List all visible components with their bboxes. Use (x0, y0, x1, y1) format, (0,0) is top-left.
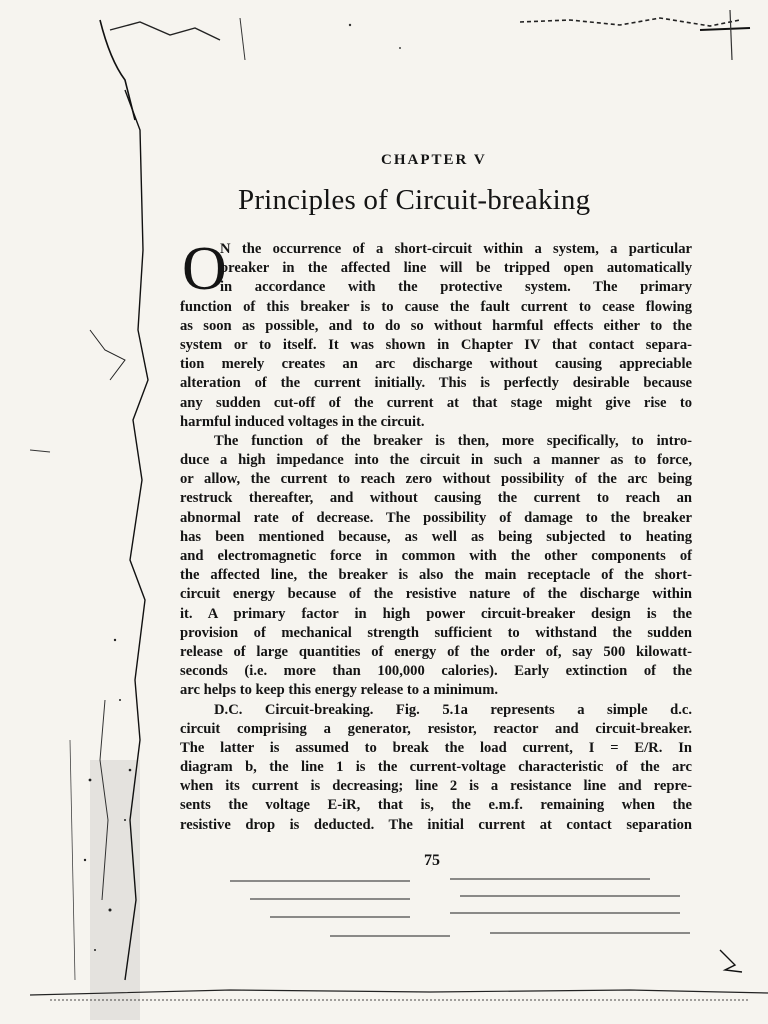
text-line: arc helps to keep this energy release to a minimum. (180, 682, 499, 699)
text-line: The latter is assumed to break the load current, I = E/R. In (180, 739, 692, 756)
scan-noise-spine (30, 0, 160, 1024)
text-line: and electromagnetic force in common with the other components of (180, 548, 692, 564)
text-line: diagram b, the line 1 is the current-voltage characteristic of the arc (180, 759, 692, 776)
text-line: as soon as possible, and to do so without harmful effects either to the (180, 317, 692, 334)
text-line: circuit energy because of the resistive nature of the discharge within (180, 586, 692, 603)
text-line: harmful induced voltages in the circuit. (180, 413, 425, 430)
chapter-label: CHAPTER V (381, 152, 487, 168)
text-line: in accordance with the protective system. The primary (220, 279, 692, 296)
text-line: D.C. Circuit-breaking. Fig. 5.1a represents a simple d.c. (214, 701, 692, 718)
text-line: or allow, the current to reach zero without possibility of the arc being (180, 471, 692, 488)
text-line: sents the voltage E-iR, that is, the e.m.f. remaining when the (180, 797, 692, 814)
scan-noise-top (100, 0, 768, 70)
text-line: seconds (i.e. more than 100,000 calories). Early extinction of the (180, 663, 692, 680)
text-line: restruck thereafter, and without causing the current to reach an (180, 490, 692, 507)
page-number: 75 (424, 852, 440, 869)
text-line: function of this breaker is to cause the fault current to cease flowing (180, 298, 692, 315)
text-line: provision of mechanical strength sufficient to withstand the sudden (180, 624, 692, 641)
text-line: breaker in the affected line will be tripped open automatically (220, 260, 692, 277)
text-line: circuit comprising a generator, resistor, reactor and circuit-breaker. (180, 720, 692, 737)
text-line: system or to itself. It was shown in Chapter IV that contact separa- (180, 336, 692, 353)
text-line: alteration of the current initially. This is perfectly desirable because (180, 375, 692, 392)
text-line: tion merely creates an arc discharge without causing appreciable (180, 356, 692, 373)
text-line: the affected line, the breaker is also the main receptacle of the short- (180, 567, 692, 584)
text-line: release of large quantities of energy of the order of, say 500 kilowatt- (180, 643, 692, 660)
text-line: any sudden cut-off of the current at that stage might give rise to (180, 394, 692, 411)
text-line: N the occurrence of a short-circuit within a system, a particular (220, 241, 692, 257)
chapter-title: Principles of Circuit-breaking (238, 184, 591, 216)
drop-cap: O (182, 235, 227, 303)
body-text (180, 235, 692, 835)
text-line: resistive drop is deducted. The initial current at contact separation (180, 816, 692, 833)
text-line: abnormal rate of decrease. The possibility of damage to the breaker (180, 509, 692, 526)
text-line: The function of the breaker is then, more specifically, to intro- (214, 432, 692, 449)
text-line: it. A primary factor in high power circuit-breaker design is the (180, 605, 692, 622)
scan-noise-bottom (30, 850, 768, 1024)
text-line: when its current is decreasing; line 2 is a resistance line and repre- (180, 778, 692, 795)
text-line: has been mentioned because, as well as being subjected to heating (180, 528, 692, 545)
text-line: duce a high impedance into the circuit in such a manner as to force, (180, 452, 692, 469)
